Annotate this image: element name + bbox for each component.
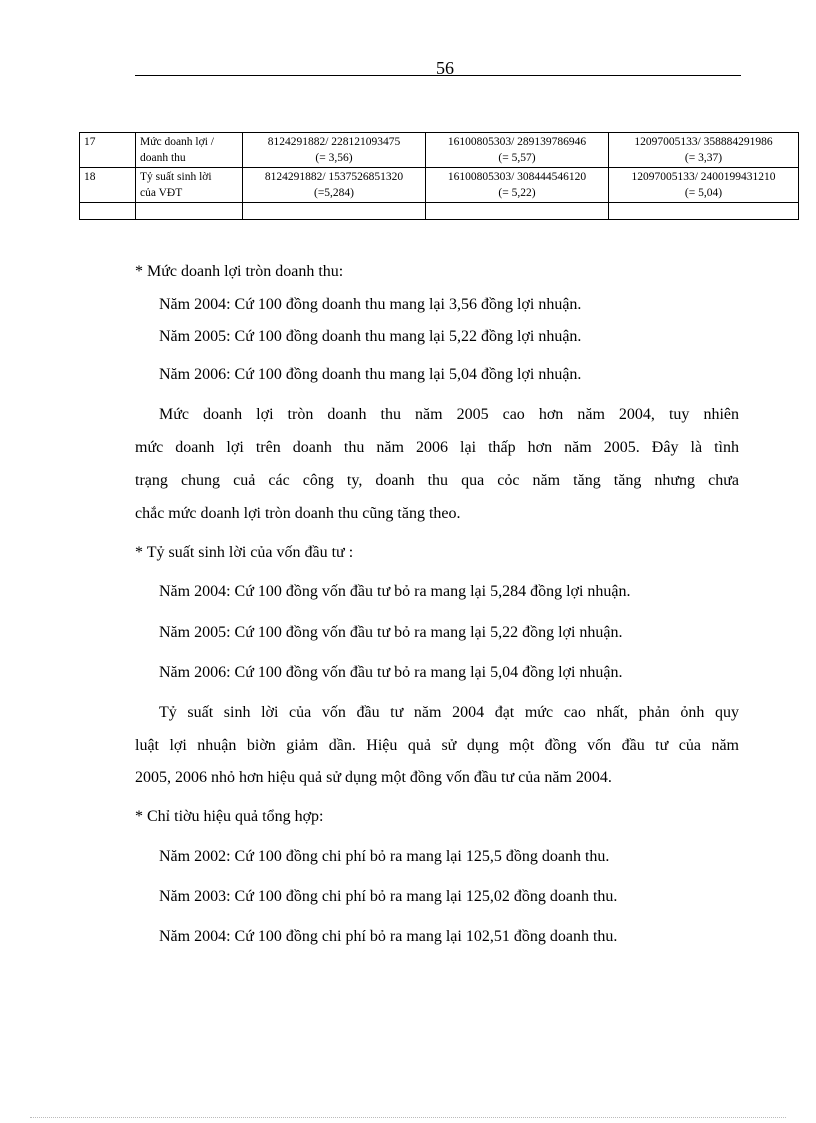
text-line: Năm 2004: Cứ 100 đồng chi phí bỏ ra mang lại 102,51 đồng doanh thu. [159, 928, 618, 945]
value-2005: 16100805303/ 308444546120 (= 5,22) [426, 168, 609, 203]
table-row [80, 168, 799, 203]
section-heading-overall-efficiency: * Chỉ tiờu hiệu quả tổng hợp: [135, 808, 324, 825]
section-heading-profit-margin: * Mức doanh lợi tròn doanh thu: [135, 263, 344, 280]
page-number: 56 [436, 58, 454, 78]
paragraph-line: luật lợi nhuận biờn giảm dần. Hiệu quả sử dụng một đồng vốn đầu tư của năm [135, 737, 739, 754]
value-2005: 16100805303/ 289139786946 (= 5,57) [426, 133, 609, 168]
paragraph-line: chắc mức doanh lợi tròn doanh thu cũng tăng theo. [135, 505, 461, 522]
text-line: Năm 2005: Cứ 100 đồng doanh thu mang lại 5,22 đồng lợi nhuận. [159, 328, 582, 345]
text-line: Năm 2006: Cứ 100 đồng vốn đầu tư bỏ ra mang lại 5,04 đồng lợi nhuận. [159, 664, 623, 681]
text-line: Năm 2005: Cứ 100 đồng vốn đầu tư bỏ ra mang lại 5,22 đồng lợi nhuận. [159, 624, 623, 641]
text-line: Năm 2006: Cứ 100 đồng doanh thu mang lại 5,04 đồng lợi nhuận. [159, 366, 582, 383]
paragraph-line: Mức doanh lợi tròn doanh thu năm 2005 cao hơn năm 2004, tuy nhiên [159, 406, 739, 423]
paragraph-line: mức doanh lợi trên doanh thu năm 2006 lại thấp hơn năm 2005. Đây là tình [135, 439, 739, 456]
indicator-name: Tỷ suất sinh lời của VĐT [136, 168, 243, 203]
page-bottom-rule [30, 1117, 786, 1118]
text-line: Năm 2002: Cứ 100 đồng chi phí bỏ ra mang lại 125,5 đồng doanh thu. [159, 848, 610, 865]
value-2004: 8124291882/ 1537526851320 (=5,284) [243, 168, 426, 203]
paragraph-line: Tỷ suất sinh lời của vốn đầu tư năm 2004 đạt mức cao nhất, phản ỏnh quy [159, 704, 739, 721]
text-line: Năm 2004: Cứ 100 đồng vốn đầu tư bỏ ra mang lại 5,284 đồng lợi nhuận. [159, 583, 631, 600]
value-2006: 12097005133/ 358884291986 (= 3,37) [609, 133, 799, 168]
ratio-table [79, 132, 799, 220]
header-rule [135, 75, 741, 76]
value-2006: 12097005133/ 2400199431210 (= 5,04) [609, 168, 799, 203]
table-row-empty [80, 203, 799, 220]
value-2004: 8124291882/ 228121093475 (= 3,56) [243, 133, 426, 168]
section-heading-investment-return: * Tỷ suất sinh lời của vốn đầu tư : [135, 544, 354, 561]
indicator-name: Mức doanh lợi / doanh thu [136, 133, 243, 168]
text-line: Năm 2003: Cứ 100 đồng chi phí bỏ ra mang lại 125,02 đồng doanh thu. [159, 888, 618, 905]
row-number: 17 [80, 133, 136, 168]
text-line: Năm 2004: Cứ 100 đồng doanh thu mang lại 3,56 đồng lợi nhuận. [159, 296, 582, 313]
paragraph-line: trạng chung cuả các công ty, doanh thu qua cỏc năm tăng tăng nhưng chưa [135, 472, 739, 489]
table-row [80, 133, 799, 168]
row-number: 18 [80, 168, 136, 203]
paragraph-line: 2005, 2006 nhỏ hơn hiệu quả sử dụng một đồng vốn đầu tư của năm 2004. [135, 769, 612, 786]
